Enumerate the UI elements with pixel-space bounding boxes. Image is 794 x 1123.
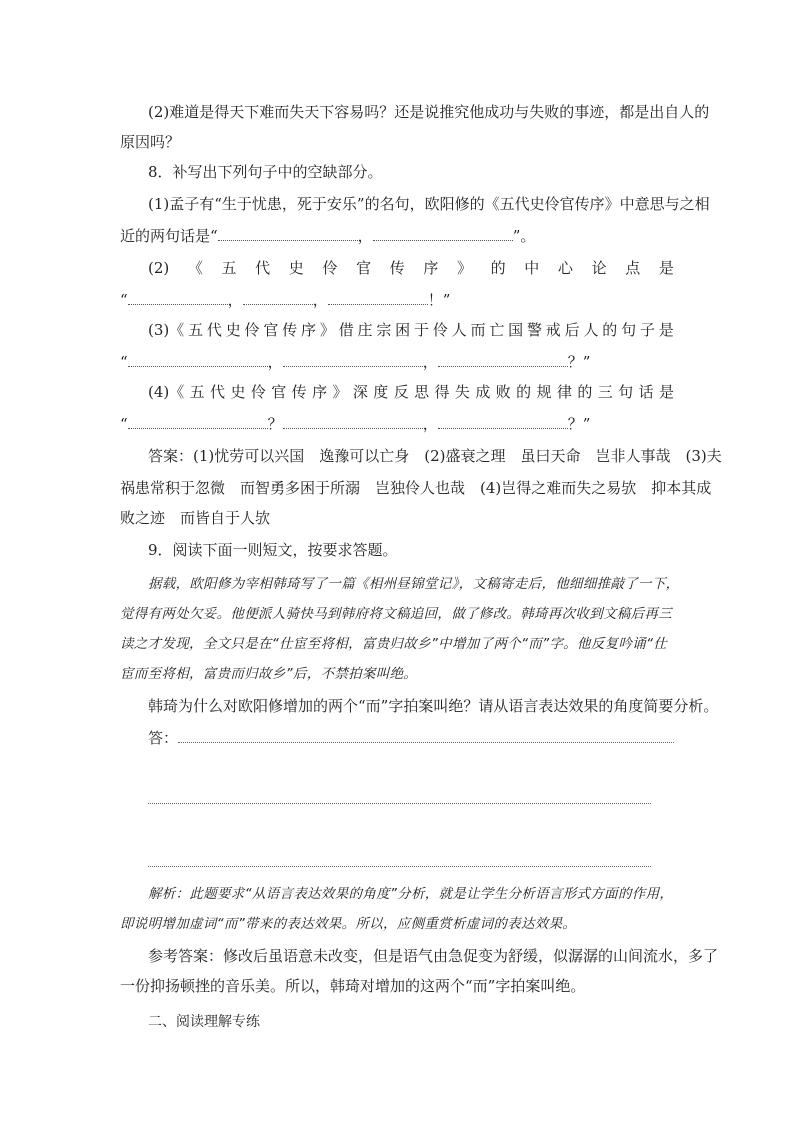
justified-char: 伶 bbox=[244, 321, 260, 339]
justified-char: (3)《 bbox=[148, 321, 185, 339]
justified-char: 的 bbox=[490, 259, 506, 277]
justified-char: 序 bbox=[312, 383, 328, 401]
justified-char: 伶 bbox=[322, 259, 338, 277]
justified-char: 警 bbox=[526, 321, 542, 339]
q8-answer-line1: 答案：(1)忧劳可以兴国 逸豫可以亡身 (2)盛衰之理 虽曰天命 岂非人事哉 (3)夫 bbox=[148, 447, 722, 465]
fill-blank[interactable] bbox=[218, 228, 358, 241]
justified-char: 史 bbox=[230, 383, 246, 401]
justified-char: 点 bbox=[625, 259, 641, 277]
justified-char: 是 bbox=[658, 383, 674, 401]
answer-line[interactable] bbox=[148, 866, 651, 867]
q8-p3-sep2: ， bbox=[422, 353, 438, 371]
fill-blank[interactable] bbox=[373, 228, 513, 241]
q8-p3-open: “ bbox=[120, 353, 128, 371]
justified-char: 《 bbox=[187, 259, 203, 277]
justified-char: 五 bbox=[189, 383, 205, 401]
justified-char: 》 bbox=[319, 321, 335, 339]
justified-char: 庄 bbox=[357, 321, 373, 339]
fill-blank[interactable] bbox=[128, 292, 228, 305]
fill-blank[interactable] bbox=[128, 354, 268, 367]
justified-char: 失 bbox=[454, 383, 470, 401]
fill-blank[interactable] bbox=[243, 292, 313, 305]
fill-blank[interactable] bbox=[283, 354, 423, 367]
justified-char: 借 bbox=[338, 321, 354, 339]
q9-passage-line2: 觉得有两处欠妥。他便派人骑快马到韩府将文稿追回，做了修改。韩琦再次收到文稿后再三 bbox=[120, 606, 672, 622]
q8-answer-line3: 败之迹 而皆自于人欤 bbox=[120, 509, 271, 527]
justified-char: 思 bbox=[414, 383, 430, 401]
justified-char: 亡 bbox=[489, 321, 505, 339]
justified-char: 五 bbox=[188, 321, 204, 339]
q8-p4-end: ？” bbox=[567, 415, 591, 433]
answer-line[interactable] bbox=[148, 803, 651, 804]
q8-p2-open: “ bbox=[120, 291, 128, 309]
justified-char: 规 bbox=[536, 383, 552, 401]
q8-p2-end: ！” bbox=[427, 291, 451, 309]
q9-question: 韩琦为什么对欧阳修增加的两个“而”字拍案叫绝？请从语言表达效果的角度简要分析。 bbox=[148, 697, 719, 715]
justified-char: 律 bbox=[556, 383, 572, 401]
q8-p4-q1: ？ bbox=[267, 415, 283, 433]
justified-char: 史 bbox=[225, 321, 241, 339]
q8-p1-lead: 近的两句话是“ bbox=[120, 227, 218, 245]
q9-passage-line1: 据载，欧阳修为宰相韩琦写了一篇《相州昼锦堂记》，文稿寄走后，他细细推敲了一下， bbox=[148, 576, 680, 592]
justified-char: 是 bbox=[658, 321, 674, 339]
justified-char: 序 bbox=[301, 321, 317, 339]
justified-char: 史 bbox=[288, 259, 304, 277]
justified-char: 成 bbox=[475, 383, 491, 401]
fill-blank[interactable] bbox=[328, 292, 428, 305]
q8-p1-sep: ， bbox=[357, 227, 373, 245]
q9-ref-answer-line1: 参考答案：修改后虽语意未改变，但是语气由急促变为舒缓，似潺潺的山间流水，多了 bbox=[148, 947, 719, 965]
justified-char: 心 bbox=[557, 259, 573, 277]
justified-char: 传 bbox=[389, 259, 405, 277]
justified-char: 句 bbox=[621, 321, 637, 339]
q8-p2-line1 bbox=[148, 258, 674, 278]
justified-char: 》 bbox=[332, 383, 348, 401]
q9-ref-answer-line2: 一份抑扬顿挫的音乐美。所以，韩琦对增加的这两个“而”字拍案叫绝。 bbox=[120, 977, 586, 995]
justified-char: 三 bbox=[597, 383, 613, 401]
q8-p4-open: “ bbox=[120, 415, 128, 433]
q8-p1-end: ”。 bbox=[512, 227, 536, 245]
justified-char: 人 bbox=[451, 321, 467, 339]
justified-char: 官 bbox=[271, 383, 287, 401]
justified-char: 后 bbox=[564, 321, 580, 339]
fill-blank[interactable] bbox=[283, 416, 423, 429]
justified-char: 五 bbox=[221, 259, 237, 277]
justified-char: 传 bbox=[291, 383, 307, 401]
q9-passage-line3: 读之才发现，全文只是在“仕宦至将相，富贵归故乡”中增加了两个“而”字。他反复吟诵“仕 bbox=[120, 636, 668, 652]
q8-p1-line2 bbox=[120, 226, 535, 246]
q8-p2-sep2: ， bbox=[312, 291, 328, 309]
justified-char: 宗 bbox=[376, 321, 392, 339]
q9-answer-label: 答： bbox=[148, 729, 179, 747]
justified-char: 而 bbox=[470, 321, 486, 339]
q9-title: 9．阅读下面一则短文，按要求答题。 bbox=[148, 541, 398, 559]
justified-char: 代 bbox=[210, 383, 226, 401]
justified-char: 得 bbox=[434, 383, 450, 401]
justified-char: 官 bbox=[263, 321, 279, 339]
justified-char: 于 bbox=[414, 321, 430, 339]
q7-2-line1: (2)难道是得天下难而失天下容易吗？还是说推究他成功与失败的事迹，都是出自人的 bbox=[148, 103, 710, 121]
q8-p3-sep1: ， bbox=[267, 353, 283, 371]
q8-p3-line1 bbox=[148, 320, 674, 340]
q9-analysis-line2: 即说明增加虚词“而”带来的表达效果。所以，应侧重赏析虚词的表达效果。 bbox=[120, 916, 577, 932]
justified-char: 反 bbox=[393, 383, 409, 401]
q7-2-line2: 原因吗？ bbox=[120, 133, 181, 151]
justified-char: 论 bbox=[591, 259, 607, 277]
justified-char: 深 bbox=[352, 383, 368, 401]
justified-char: 子 bbox=[639, 321, 655, 339]
fill-blank[interactable] bbox=[128, 416, 268, 429]
justified-char: 句 bbox=[618, 383, 634, 401]
justified-char: 的 bbox=[516, 383, 532, 401]
justified-char: 的 bbox=[577, 383, 593, 401]
justified-char: 官 bbox=[356, 259, 372, 277]
q8-title: 8．补写出下列句子中的空缺部分。 bbox=[148, 163, 383, 181]
justified-char: 序 bbox=[423, 259, 439, 277]
justified-char: 是 bbox=[658, 259, 674, 277]
q8-p2-line2 bbox=[120, 290, 450, 310]
q8-p2-sep1: ， bbox=[227, 291, 243, 309]
section-title: 二、阅读理解专练 bbox=[148, 1014, 260, 1030]
q8-p1-line1: (1)孟子有“生于忧患，死于安乐”的名句，欧阳修的《五代史伶官传序》中意思与之相 bbox=[148, 195, 710, 213]
q9-analysis-line1: 解析：此题要求“从语言表达效果的角度”分析，就是让学生分析语言形式方面的作用， bbox=[148, 886, 674, 902]
fill-blank[interactable] bbox=[438, 354, 568, 367]
q8-p4-line1 bbox=[148, 382, 674, 402]
justified-char: 的 bbox=[602, 321, 618, 339]
justified-char: 败 bbox=[495, 383, 511, 401]
justified-char: 伶 bbox=[250, 383, 266, 401]
justified-char: 伶 bbox=[432, 321, 448, 339]
justified-char: 话 bbox=[638, 383, 654, 401]
justified-char: (4)《 bbox=[148, 383, 185, 401]
q8-p4-sep: ， bbox=[422, 415, 438, 433]
justified-char: 戒 bbox=[545, 321, 561, 339]
justified-char: 人 bbox=[583, 321, 599, 339]
justified-char: 传 bbox=[282, 321, 298, 339]
justified-char: 代 bbox=[206, 321, 222, 339]
justified-char: (2) bbox=[148, 259, 170, 277]
justified-char: 国 bbox=[508, 321, 524, 339]
q8-p4-line2 bbox=[120, 414, 590, 434]
fill-blank[interactable] bbox=[438, 416, 568, 429]
q8-p3-end: ？” bbox=[567, 353, 591, 371]
answer-line[interactable] bbox=[178, 742, 674, 743]
justified-char: 代 bbox=[255, 259, 271, 277]
justified-char: 困 bbox=[395, 321, 411, 339]
q9-passage-line4: 宦而至将相，富贵而归故乡”后，不禁拍案叫绝。 bbox=[120, 666, 418, 682]
justified-char: 中 bbox=[524, 259, 540, 277]
q8-answer-line2: 祸患常积于忽微 而智勇多困于所溺 岂独伶人也哉 (4)岂得之难而失之易欤 抑本其成 bbox=[120, 479, 712, 497]
q8-p3-line2 bbox=[120, 352, 590, 372]
justified-char: 度 bbox=[373, 383, 389, 401]
justified-char: 》 bbox=[457, 259, 473, 277]
